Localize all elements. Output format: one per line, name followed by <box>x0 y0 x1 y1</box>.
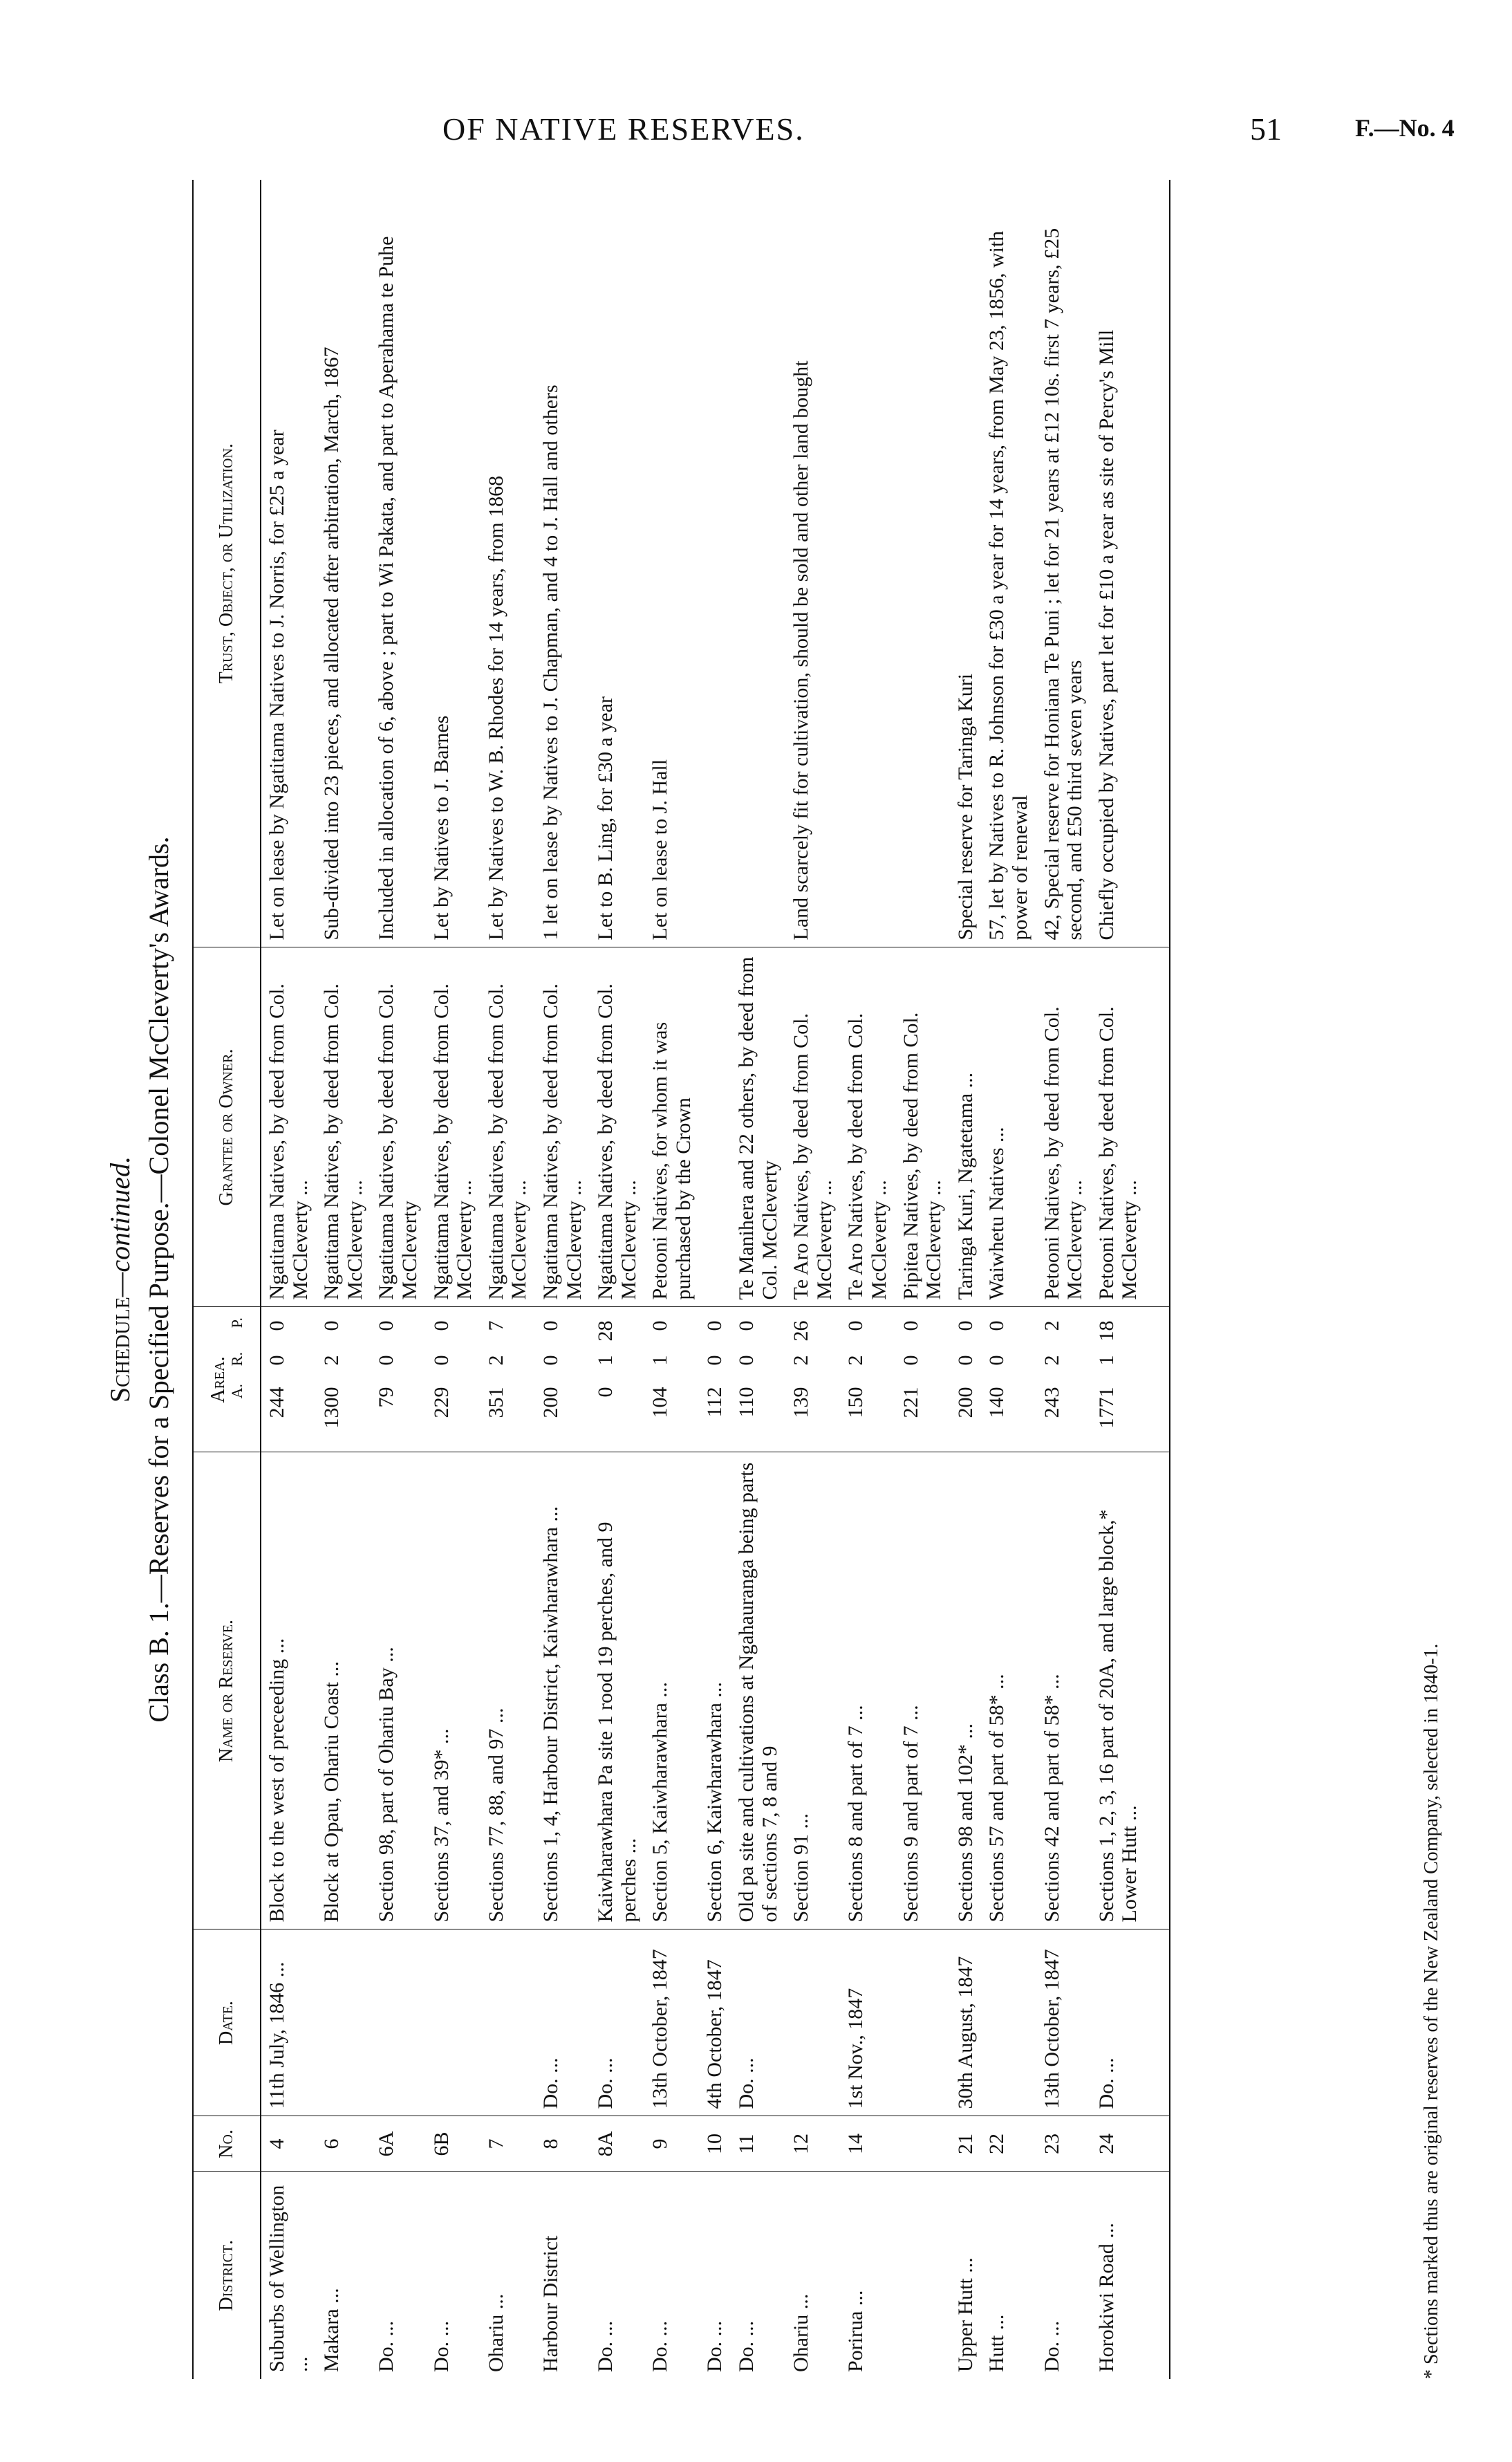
no-cell: 11 <box>731 2116 785 2172</box>
area-p: 0 <box>320 1320 344 1331</box>
reserve-name-cell: Block at Opau, Ohariu Coast ... <box>316 1452 371 1929</box>
area-a: 221 <box>899 1387 922 1418</box>
area-cell <box>840 1307 895 1452</box>
col-district: District. <box>193 2172 261 2379</box>
area-cell <box>644 1307 699 1452</box>
col-no: No. <box>193 2116 261 2172</box>
area-p: 26 <box>790 1320 813 1342</box>
area-p: 0 <box>703 1320 727 1331</box>
grantee-cell: Te Manihera and 22 others, by deed from Col. McCleverty <box>731 947 785 1307</box>
reserve-name-cell: Sections 1, 2, 3, 16 part of 20A, and large block,* Lower Hutt ... <box>1091 1452 1170 1929</box>
table-row <box>785 180 840 2379</box>
table-row <box>840 180 895 2379</box>
reserve-name-cell: Sections 37, and 39* ... <box>426 1452 480 1929</box>
date-cell: Do. ... <box>590 1929 644 2116</box>
area-r: 2 <box>790 1355 813 1366</box>
footnote: * Sections marked thus are original reserves of the New Zealand Company, selected in 1840-1. <box>1421 1643 1442 2379</box>
table-row <box>1036 180 1091 2379</box>
area-r: 0 <box>953 1355 977 1366</box>
area-r: 0 <box>703 1355 727 1366</box>
grantee-cell: Ngatitama Natives, by deed from Col. McCleverty <box>371 947 425 1307</box>
reserve-name-cell: Section 5, Kaiwharawhara ... <box>644 1452 699 1929</box>
table-row <box>535 180 590 2379</box>
no-cell: 22 <box>981 2116 1036 2172</box>
area-r: 0 <box>375 1355 398 1366</box>
area-p: 0 <box>429 1320 453 1331</box>
area-a: 104 <box>648 1387 672 1418</box>
table-row <box>590 180 644 2379</box>
grantee-cell: Pipitea Natives, by deed from Col. McCleverty ... <box>895 947 950 1307</box>
no-cell: 8A <box>590 2116 644 2172</box>
reserve-name-cell: Section 98, part of Ohariu Bay ... <box>371 1452 425 1929</box>
area-a: 244 <box>265 1387 288 1418</box>
page-number: 51 <box>1250 111 1282 147</box>
no-cell: 7 <box>480 2116 535 2172</box>
district-cell: Ohariu ... <box>484 2293 507 2372</box>
area-cell <box>950 1307 982 1452</box>
date-cell: 13th October, 1847 <box>644 1929 699 2116</box>
area-p: 28 <box>594 1320 617 1342</box>
table-row <box>699 180 731 2379</box>
grantee-cell: Ngatitama Natives, by deed from Col. McCleverty ... <box>535 947 590 1307</box>
table-header-row <box>193 180 261 2379</box>
trust-cell: Included in allocation of 6, above ; part to Wi Pakata, and part to Aperahama te Puhe <box>371 180 425 947</box>
area-cell <box>981 1307 1036 1452</box>
area-p: 18 <box>1094 1320 1118 1342</box>
area-p: 7 <box>484 1320 507 1331</box>
date-cell <box>316 1929 371 2116</box>
no-cell: 23 <box>1036 2116 1091 2172</box>
reserve-name-cell: Old pa site and cultivations at Ngahauranga being parts of sections 7, 8 and 9 <box>731 1452 785 1929</box>
table-row <box>731 180 785 2379</box>
area-p: 0 <box>265 1320 288 1331</box>
area-r: 0 <box>265 1355 288 1366</box>
area-p: 0 <box>648 1320 672 1331</box>
area-a: 79 <box>375 1387 398 1408</box>
area-a: 351 <box>484 1387 507 1418</box>
area-cell <box>895 1307 950 1452</box>
reserve-name-cell: Sections 98 and 102* ... <box>950 1452 982 1929</box>
district-cell: Do. ... <box>648 2320 672 2372</box>
trust-cell <box>840 180 895 947</box>
reserve-name-cell: Sections 77, 88, and 97 ... <box>480 1452 535 1929</box>
district-cell <box>895 2172 950 2379</box>
area-cell <box>261 1307 316 1452</box>
area-a: 110 <box>735 1387 758 1418</box>
area-r: 2 <box>844 1355 868 1366</box>
area-a: 200 <box>953 1387 977 1418</box>
area-r: 1 <box>1094 1355 1118 1366</box>
table-row <box>644 180 699 2379</box>
date-cell: 30th August, 1847 <box>950 1929 982 2116</box>
area-a: 200 <box>539 1387 562 1418</box>
reserve-name-cell: Sections 57 and part of 58* ... <box>981 1452 1036 1929</box>
grantee-cell: Ngatitama Natives, by deed from Col. McCleverty ... <box>590 947 644 1307</box>
no-cell: 6 <box>316 2116 371 2172</box>
area-p: 2 <box>1040 1320 1063 1331</box>
area-p: 0 <box>539 1320 562 1331</box>
area-a: 112 <box>703 1387 727 1418</box>
grantee-cell: Ngatitama Natives, by deed from Col. McCleverty ... <box>261 947 316 1307</box>
no-cell: 6A <box>371 2116 425 2172</box>
area-a: 243 <box>1040 1387 1063 1418</box>
district-cell: Hutt ... <box>985 2314 1009 2372</box>
district-cell: Upper Hutt ... <box>953 2257 977 2372</box>
col-area: Area. A.R.P. <box>193 1307 261 1452</box>
date-cell <box>895 1929 950 2116</box>
area-cell <box>731 1307 785 1452</box>
trust-cell: Let to B. Ling, for £30 a year <box>590 180 644 947</box>
no-cell <box>895 2116 950 2172</box>
grantee-cell: Te Aro Natives, by deed from Col. McCleverty ... <box>785 947 840 1307</box>
date-cell: 1st Nov., 1847 <box>840 1929 895 2116</box>
date-cell: Do. ... <box>535 1929 590 2116</box>
trust-cell: Sub-divided into 23 pieces, and allocated after arbitration, March, 1867 <box>316 180 371 947</box>
no-cell: 9 <box>644 2116 699 2172</box>
grantee-cell: Ngatitama Natives, by deed from Col. McCleverty ... <box>426 947 480 1307</box>
area-r: 0 <box>985 1355 1009 1366</box>
trust-cell: Land scarcely fit for cultivation, should be sold and other land bought <box>785 180 840 947</box>
area-r: 1 <box>648 1355 672 1366</box>
reserve-name-cell: Sections 9 and part of 7 ... <box>895 1452 950 1929</box>
trust-cell: 1 let on lease by Natives to J. Chapman, and 4 to J. Hall and others <box>535 180 590 947</box>
date-cell <box>426 1929 480 2116</box>
reserves-table <box>192 180 1170 2379</box>
running-head <box>0 111 1512 152</box>
district-cell: Makara ... <box>320 2288 344 2372</box>
area-r: 0 <box>899 1355 922 1366</box>
area-a: 150 <box>844 1387 868 1418</box>
no-cell: 4 <box>261 2116 316 2172</box>
grantee-cell: Petooni Natives, for whom it was purchased by the Crown <box>644 947 699 1307</box>
grantee-cell: Petooni Natives, by deed from Col. McCleverty ... <box>1036 947 1091 1307</box>
district-cell: Do. ... <box>375 2320 398 2372</box>
area-p: 0 <box>953 1320 977 1331</box>
area-r: 1 <box>594 1355 617 1366</box>
district-cell: Do. ... <box>735 2320 758 2372</box>
trust-cell: Special reserve for Taringa Kuri <box>950 180 982 947</box>
district-cell: Do. ... <box>594 2320 617 2372</box>
area-r: 2 <box>1040 1355 1063 1366</box>
running-title: OF NATIVE RESERVES. <box>442 111 805 147</box>
no-cell: 8 <box>535 2116 590 2172</box>
grantee-cell: Ngatitama Natives, by deed from Col. McCleverty ... <box>480 947 535 1307</box>
no-cell: 14 <box>840 2116 895 2172</box>
district-cell: Ohariu ... <box>790 2293 813 2372</box>
trust-cell <box>699 180 731 947</box>
area-r: 2 <box>320 1355 344 1366</box>
trust-cell: Chiefly occupied by Natives, part let for £10 a year as site of Percy's Mill <box>1091 180 1170 947</box>
area-p: 0 <box>735 1320 758 1331</box>
area-cell <box>480 1307 535 1452</box>
area-cell <box>1036 1307 1091 1452</box>
date-cell: Do. ... <box>1091 1929 1170 2116</box>
date-cell <box>371 1929 425 2116</box>
schedule-heading: Schedule—continued. <box>104 1156 136 1403</box>
area-p: 0 <box>899 1320 922 1331</box>
trust-cell: Let on lease to J. Hall <box>644 180 699 947</box>
area-a: 140 <box>985 1387 1009 1418</box>
area-cell <box>535 1307 590 1452</box>
area-a: 229 <box>429 1387 453 1418</box>
area-p: 0 <box>985 1320 1009 1331</box>
area-cell <box>699 1307 731 1452</box>
area-a: 1771 <box>1094 1387 1118 1429</box>
district-cell: Do. ... <box>1040 2320 1063 2372</box>
col-trust: Trust, Object, or Utilization. <box>193 180 261 947</box>
grantee-cell: Waiwhetu Natives ... <box>981 947 1036 1307</box>
area-r: 0 <box>539 1355 562 1366</box>
reserve-name-cell: Sections 42 and part of 58* ... <box>1036 1452 1091 1929</box>
table-row <box>316 180 371 2379</box>
date-cell <box>480 1929 535 2116</box>
district-cell: Do. ... <box>429 2320 453 2372</box>
area-cell <box>590 1307 644 1452</box>
heading-continued: —continued. <box>104 1156 136 1297</box>
reserve-name-cell: Sections 1, 4, Harbour District, Kaiwharawhara ... <box>535 1452 590 1929</box>
col-name: Name or Reserve. <box>193 1452 261 1929</box>
area-p: 0 <box>844 1320 868 1331</box>
no-cell: 10 <box>699 2116 731 2172</box>
trust-cell: Let by Natives to J. Barnes <box>426 180 480 947</box>
area-cell <box>785 1307 840 1452</box>
table-row <box>480 180 535 2379</box>
table-row <box>895 180 950 2379</box>
table-row <box>261 180 316 2379</box>
trust-cell: 42, Special reserve for Honiana Te Puni ; let for 21 years at £12 10s. first 7 years, £25 second, and £50 third seven years <box>1036 180 1091 947</box>
trust-cell: Let on lease by Ngatitama Natives to J. Norris, for £25 a year <box>261 180 316 947</box>
district-cell: Porirua ... <box>844 2290 868 2372</box>
trust-cell: 57, let by Natives to R. Johnson for £30 a year for 14 years, from May 23, 1856, with power of renewal <box>981 180 1036 947</box>
grantee-cell: Taringa Kuri, Ngatetama ... <box>950 947 982 1307</box>
reserve-name-cell: Section 91 ... <box>785 1452 840 1929</box>
no-cell: 24 <box>1091 2116 1170 2172</box>
area-a: 1300 <box>320 1387 344 1429</box>
date-cell: 11th July, 1846 ... <box>261 1929 316 2116</box>
area-cell <box>1091 1307 1170 1452</box>
grantee-cell: Ngatitama Natives, by deed from Col. McCleverty ... <box>316 947 371 1307</box>
trust-cell: Let by Natives to W. B. Rhodes for 14 years, from 1868 <box>480 180 535 947</box>
table-row <box>1091 180 1170 2379</box>
schedule-subtitle: Class B. 1.—Reserves for a Specified Purpose.—Colonel McCleverty's Awards. <box>143 836 174 1723</box>
reserve-name-cell: Block to the west of preceeding ... <box>261 1452 316 1929</box>
date-cell: 4th October, 1847 <box>699 1929 731 2116</box>
area-a: 139 <box>790 1387 813 1418</box>
district-cell: Horokiwi Road ... <box>1091 2172 1170 2379</box>
table-row <box>371 180 425 2379</box>
date-cell: Do. ... <box>731 1929 785 2116</box>
paper-reference: F.—No. 4 <box>1355 114 1455 142</box>
no-cell: 6B <box>426 2116 480 2172</box>
no-cell: 12 <box>785 2116 840 2172</box>
table-row <box>981 180 1036 2379</box>
reserve-name-cell: Kaiwharawhara Pa site 1 rood 19 perches, and 9 perches ... <box>590 1452 644 1929</box>
grantee-cell: Petooni Natives, by deed from Col. McCleverty ... <box>1091 947 1170 1307</box>
district-cell: Harbour District <box>539 2235 562 2372</box>
area-a: 0 <box>594 1387 617 1398</box>
col-grantee: Grantee or Owner. <box>193 947 261 1307</box>
area-r: 2 <box>484 1355 507 1366</box>
area-p: 0 <box>375 1320 398 1331</box>
area-cell <box>371 1307 425 1452</box>
grantee-cell <box>699 947 731 1307</box>
reserve-name-cell: Section 6, Kaiwharawhara ... <box>699 1452 731 1929</box>
rotated-schedule <box>104 180 1459 2379</box>
district-cell: Do. ... <box>703 2320 727 2372</box>
grantee-cell: Te Aro Natives, by deed from Col. McCleverty ... <box>840 947 895 1307</box>
trust-cell <box>895 180 950 947</box>
reserve-name-cell: Sections 8 and part of 7 ... <box>840 1452 895 1929</box>
no-cell: 21 <box>950 2116 982 2172</box>
district-cell: Suburbs of Wellington ... <box>265 2185 312 2372</box>
date-cell <box>785 1929 840 2116</box>
table-row <box>426 180 480 2379</box>
date-cell <box>981 1929 1036 2116</box>
trust-cell <box>731 180 785 947</box>
area-cell <box>426 1307 480 1452</box>
col-date: Date. <box>193 1929 261 2116</box>
area-r: 0 <box>735 1355 758 1366</box>
area-r: 0 <box>429 1355 453 1366</box>
date-cell: 13th October, 1847 <box>1036 1929 1091 2116</box>
area-cell <box>316 1307 371 1452</box>
table-row <box>950 180 982 2379</box>
